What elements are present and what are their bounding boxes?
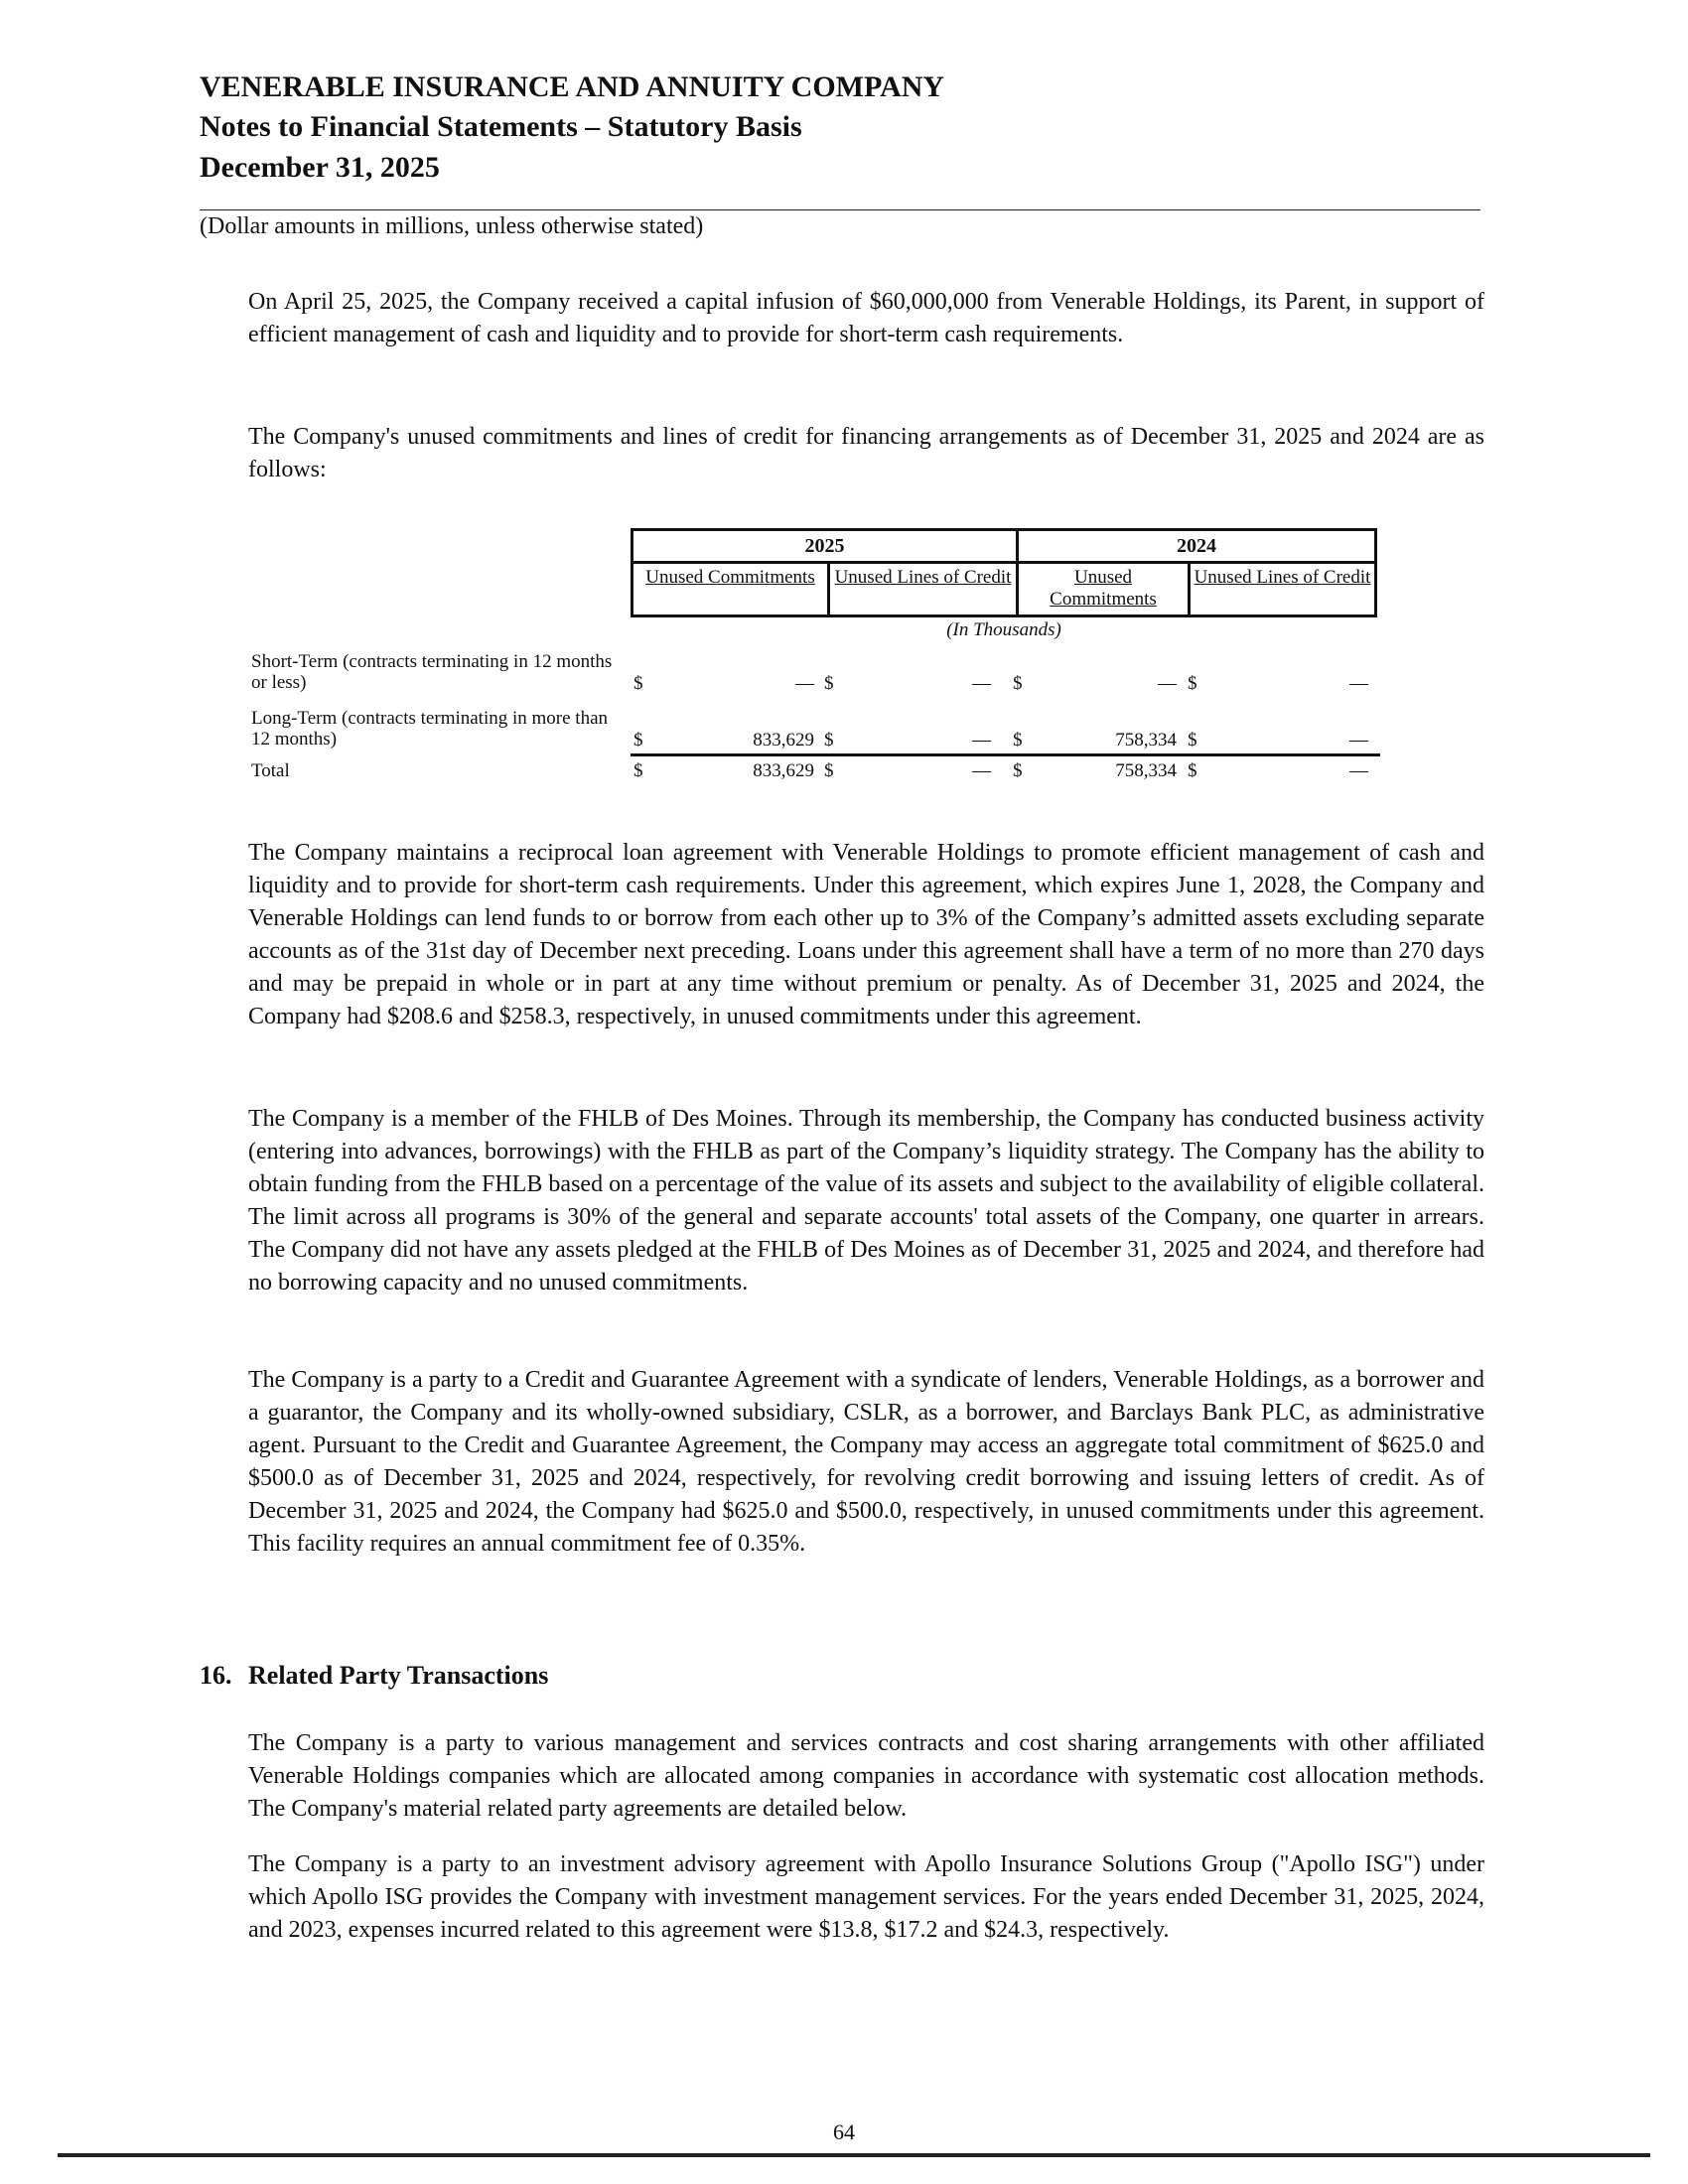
paragraph-fhlb: The Company is a member of the FHLB of Des Moines. Through its membership, the Company has conducted business activity (entering into advances, borrowings) with the FHLB as part of the Company’s liquidity strategy. The Company has the ability to obtain funding from the FHLB based on a percentage of the value of its assets and subject to the availability of eligible collateral. The limit across all programs is 30% of the general and separate accounts' total assets of the Company, one quarter in arrears. The Company did not have any assets pledged at the FHLB of Des Moines as of December 31, 2025 and 2024, and therefore had no borrowing capacity and no unused commitments. <box>248 1106 1484 1296</box>
page-number: 64 <box>833 2119 855 2144</box>
paragraph-related-party-intro: The Company is a party to various management and services contracts and cost sharing arrangements with other affiliated Venerable Holdings companies which are allocated among companies in accordance with systematic cost allocation methods. The Company's material related party agreements are detailed below. <box>248 1730 1484 1822</box>
col-header-unused-lines-2025: Unused Lines of Credit <box>830 564 1019 614</box>
row-label-short-term: Short-Term (contracts terminating in 12 months or less) <box>251 651 613 693</box>
table-cell: 833,629 <box>753 730 814 751</box>
col-header-unused-commitments-2024: Unused Commitments <box>1019 564 1191 614</box>
paragraph-capital-infusion: On April 25, 2025, the Company received a capital infusion of $60,000,000 from Venerable Holdings, its Parent, in support of efficient management of cash and liquidity and to provide for short-term cash requirements. <box>248 289 1484 347</box>
statement-date: December 31, 2025 <box>200 151 440 184</box>
table-cell: — <box>795 673 814 694</box>
col-header-unused-commitments-2025: Unused Commitments <box>633 564 830 614</box>
currency-symbol: $ <box>633 673 643 694</box>
row-label-total: Total <box>251 760 290 781</box>
paragraph-table-intro: The Company's unused commitments and lines of credit for financing arrangements as of December 31, 2025 and 2024 are as follows: <box>248 424 1484 482</box>
table-cell: — <box>1349 673 1368 694</box>
currency-symbol: $ <box>1013 730 1023 751</box>
year-header-2024: 2024 <box>1019 531 1374 564</box>
currency-symbol: $ <box>1188 730 1197 751</box>
currency-symbol: $ <box>1013 760 1023 781</box>
paragraph-apollo-advisory: The Company is a party to an investment advisory agreement with Apollo Insurance Solutions Group ("Apollo ISG") under which Apollo ISG provides the Company with investment management services. For the years ended December 31, 2025, 2024, and 2023, expenses incurred related to this agreement were $13.8, $17.2 and $24.3, respectively. <box>248 1851 1484 1943</box>
currency-symbol: $ <box>824 760 834 781</box>
year-header-2025: 2025 <box>633 531 1019 564</box>
currency-symbol: $ <box>633 730 643 751</box>
paragraph-reciprocal-loan: The Company maintains a reciprocal loan agreement with Venerable Holdings to promote efficient management of cash and liquidity and to provide for short-term cash requirements. Under this agreement, which expires June 1, 2028, the Company and Venerable Holdings can lend funds to or borrow from each other up to 3% of the Company’s admitted assets excluding separate accounts as of the 31st day of December next preceding. Loans under this agreement shall have a term of no more than 270 days and may be prepaid in whole or in part at any time without premium or penalty. As of December 31, 2025 and 2024, the Company had $208.6 and $258.3, respectively, in unused commitments under this agreement. <box>248 840 1484 1029</box>
header-divider <box>200 209 1480 210</box>
section-title: Related Party Transactions <box>248 1661 549 1690</box>
table-cell: 758,334 <box>1115 760 1177 781</box>
col-header-unused-lines-2024: Unused Lines of Credit <box>1194 567 1371 588</box>
total-rule <box>631 753 1380 756</box>
table-units-label: (In Thousands) <box>946 619 1061 640</box>
currency-symbol: $ <box>1188 673 1197 694</box>
row-label-long-term: Long-Term (contracts terminating in more than 12 months) <box>251 708 609 750</box>
table-cell: 833,629 <box>753 760 814 781</box>
table-cell: — <box>972 760 991 781</box>
units-note: (Dollar amounts in millions, unless otherwise stated) <box>200 213 704 239</box>
currency-symbol: $ <box>824 730 834 751</box>
table-cell: — <box>1349 730 1368 751</box>
document-subtitle: Notes to Financial Statements – Statutory Basis <box>200 110 802 143</box>
table-cell: 758,334 <box>1115 730 1177 751</box>
table-cell: — <box>972 730 991 751</box>
currency-symbol: $ <box>1188 760 1197 781</box>
company-name: VENERABLE INSURANCE AND ANNUITY COMPANY <box>200 70 945 103</box>
table-cell: — <box>972 673 991 694</box>
currency-symbol: $ <box>633 760 643 781</box>
table-cell: — <box>1158 673 1177 694</box>
section-heading-related-party <box>200 1660 548 1692</box>
currency-symbol: $ <box>824 673 834 694</box>
paragraph-credit-guarantee: The Company is a party to a Credit and Guarantee Agreement with a syndicate of lenders, Venerable Holdings, as a borrower and a guarantor, the Company and its wholly-owned subsidiary, CSLR, as a borrower, and Barclays Bank PLC, as administrative agent. Pursuant to the Credit and Guarantee Agreement, the Company may access an aggregate total commitment of $625.0 and $500.0 as of December 31, 2025 and 2024, respectively, for revolving credit borrowing and issuing letters of credit. As of December 31, 2025 and 2024, the Company had $625.0 and $500.0, respectively, in unused commitments under this agreement. This facility requires an annual commitment fee of 0.35%. <box>248 1367 1484 1557</box>
currency-symbol: $ <box>1013 673 1023 694</box>
footer-divider <box>58 2153 1650 2157</box>
section-number: 16. <box>200 1661 232 1690</box>
commitments-table-header <box>631 528 1377 617</box>
table-cell: — <box>1349 760 1368 781</box>
